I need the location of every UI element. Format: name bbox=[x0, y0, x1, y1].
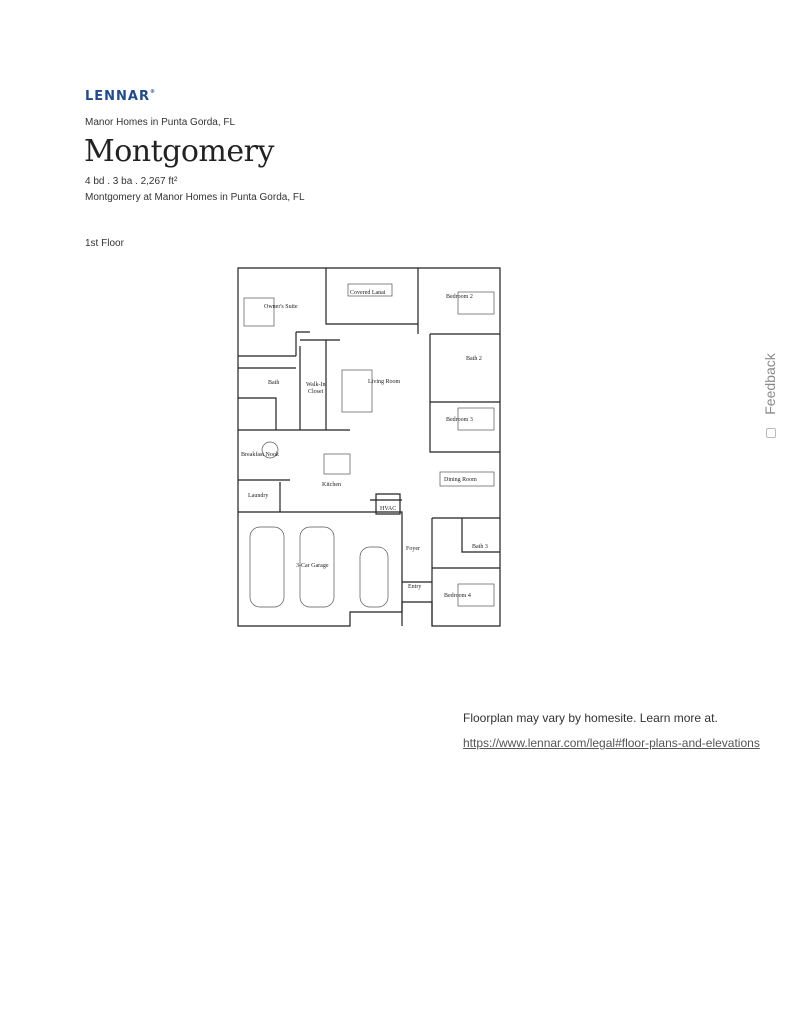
plan-title: Montgomery bbox=[84, 134, 274, 169]
label-foyer: Foyer bbox=[406, 546, 420, 552]
disclaimer-text: Floorplan may vary by homesite. Learn more at. bbox=[463, 711, 718, 725]
feedback-icon bbox=[766, 428, 776, 438]
floorplan-drawing bbox=[230, 262, 510, 634]
label-walk-in: Walk-In bbox=[306, 382, 326, 388]
label-owners-suite: Owner's Suite bbox=[264, 304, 298, 310]
feedback-label: Feedback bbox=[762, 353, 778, 415]
bath-walls bbox=[238, 368, 296, 430]
label-covered-lanai: Covered Lanai bbox=[350, 290, 386, 296]
kitchen-island bbox=[324, 454, 350, 474]
label-dining-room: Dining Room bbox=[444, 477, 477, 483]
plan-subtitle: Montgomery at Manor Homes in Punta Gorda, FL bbox=[85, 192, 305, 203]
label-hvac: HVAC bbox=[380, 506, 397, 512]
disclaimer-link[interactable]: https://www.lennar.com/legal#floor-plans-and-elevations bbox=[463, 736, 760, 750]
car-3 bbox=[360, 547, 388, 607]
label-bedroom-4: Bedroom 4 bbox=[444, 593, 471, 599]
logo-mark: ® bbox=[150, 89, 155, 95]
kitchen-garage-walls bbox=[238, 430, 402, 626]
label-bath-2: Bath 2 bbox=[466, 356, 482, 362]
owners-bed bbox=[244, 298, 274, 326]
label-breakfast-nook: Breakfast Nook bbox=[241, 452, 279, 458]
label-garage: 3-Car Garage bbox=[296, 563, 329, 569]
label-bath: Bath bbox=[268, 380, 280, 386]
lennar-logo bbox=[85, 89, 155, 104]
label-bath-3: Bath 3 bbox=[472, 544, 488, 550]
community-name: Manor Homes in Punta Gorda, FL bbox=[85, 117, 236, 128]
floor-label: 1st Floor bbox=[85, 238, 124, 249]
feedback-tab[interactable] bbox=[757, 340, 785, 440]
suite-walls bbox=[238, 332, 340, 430]
east-wing-walls bbox=[402, 518, 500, 626]
car-1 bbox=[250, 527, 284, 607]
label-kitchen: Kitchen bbox=[322, 482, 341, 488]
label-living-room: Living Room bbox=[368, 379, 401, 385]
label-entry: Entry bbox=[408, 584, 422, 590]
floorplan-svg bbox=[230, 262, 510, 634]
label-bedroom-2: Bedroom 2 bbox=[446, 294, 473, 300]
living-sofa bbox=[342, 370, 372, 412]
label-closet: Closet bbox=[308, 389, 324, 395]
label-bedroom-3: Bedroom 3 bbox=[446, 417, 473, 423]
logo-text: LENNAR bbox=[85, 89, 150, 104]
label-laundry: Laundry bbox=[248, 493, 269, 499]
plan-specs: 4 bd . 3 ba . 2,267 ft² bbox=[85, 176, 178, 187]
